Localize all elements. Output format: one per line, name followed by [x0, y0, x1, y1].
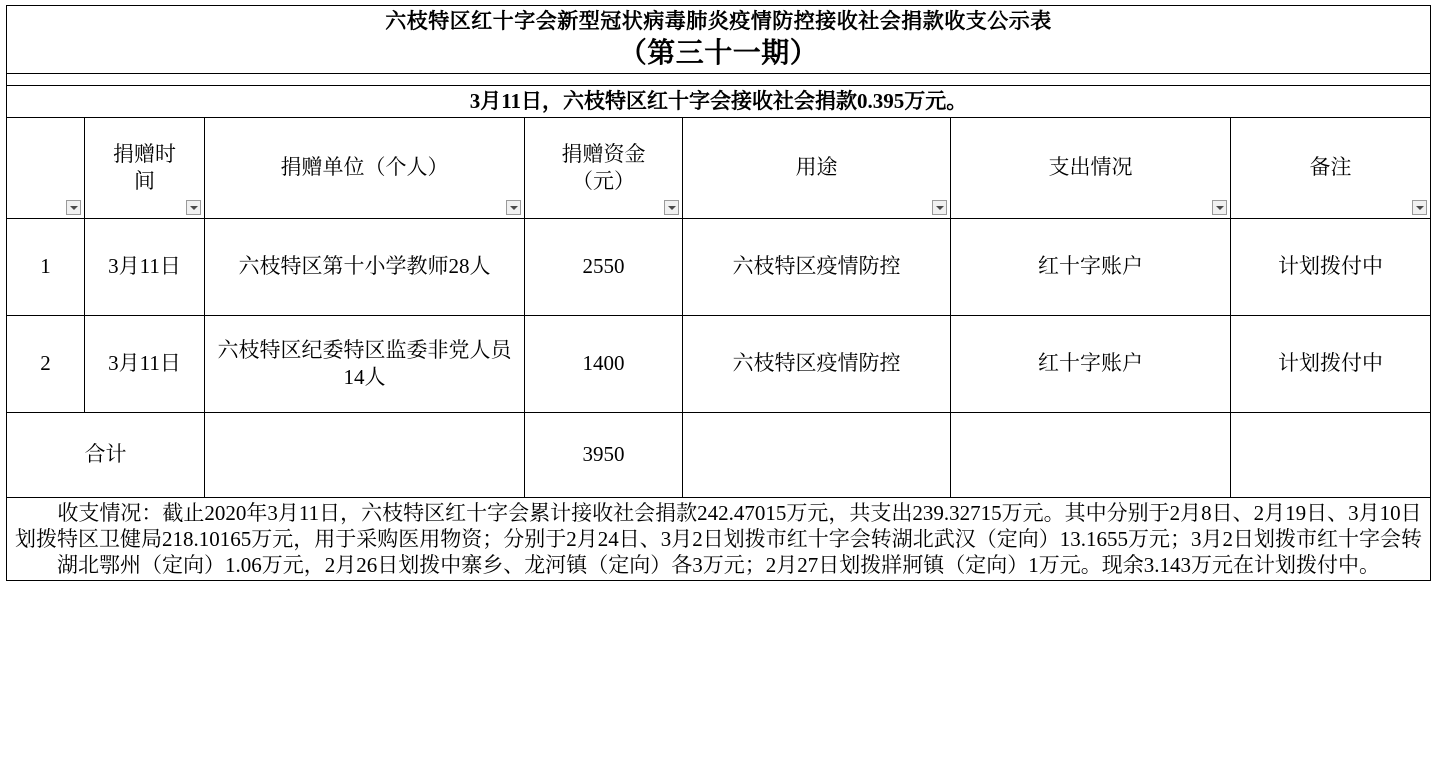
cell-donor: 六枝特区第十小学教师28人 [205, 218, 525, 315]
footer-note-row [7, 497, 1431, 581]
header-amount: 捐赠资金 （元） [525, 117, 683, 218]
table-header-row [7, 117, 1431, 218]
cell-date: 3月11日 [85, 315, 205, 412]
cell-remark: 计划拨付中 [1231, 315, 1431, 412]
total-row [7, 412, 1431, 497]
spacer-cell [7, 74, 1431, 86]
cell-index: 1 [7, 218, 85, 315]
table-row [7, 218, 1431, 315]
total-usage [683, 412, 951, 497]
filter-dropdown-icon[interactable] [1412, 200, 1427, 215]
cell-index: 2 [7, 315, 85, 412]
document-subtitle: 3月11日，六枝特区红十字会接收社会捐款0.395万元。 [7, 86, 1431, 117]
cell-usage: 六枝特区疫情防控 [683, 315, 951, 412]
cell-expenditure: 红十字账户 [951, 315, 1231, 412]
title-line-1: 六枝特区红十字会新型冠状病毒肺炎疫情防控接收社会捐款收支公示表 [385, 9, 1052, 33]
publication-table [6, 5, 1431, 581]
footer-note: 收支情况：截止2020年3月11日，六枝特区红十字会累计接收社会捐款242.47015万元，共支出239.32715万元。其中分别于2月8日、2月19日、3月10日划拨特区卫健局218.10165万元，用于采购医用物资；分别于2月24日、3月2日划拨市红十字会转湖北武汉（定向）13.1655万元；3月2日划拨市红十字会转湖北鄂州（定向）1.06万元，2月26日划拨中寨乡、龙河镇（定向）各3万元；2月27日划拨牂牁镇（定向）1万元。现余3.143万元在计划拨付中。 [7, 497, 1431, 581]
cell-usage: 六枝特区疫情防控 [683, 218, 951, 315]
spreadsheet-document [0, 5, 1437, 781]
spacer-row [7, 74, 1431, 86]
subtitle-row [7, 86, 1431, 117]
filter-dropdown-icon[interactable] [506, 200, 521, 215]
total-label: 合计 [7, 412, 205, 497]
filter-dropdown-icon[interactable] [664, 200, 679, 215]
header-donor: 捐赠单位（个人） [205, 117, 525, 218]
cell-remark: 计划拨付中 [1231, 218, 1431, 315]
cell-amount: 1400 [525, 315, 683, 412]
total-expenditure [951, 412, 1231, 497]
cell-expenditure: 红十字账户 [951, 218, 1231, 315]
cell-date: 3月11日 [85, 218, 205, 315]
cell-donor: 六枝特区纪委特区监委非党人员14人 [205, 315, 525, 412]
title-row [7, 6, 1431, 74]
header-donation-date: 捐赠时 间 [85, 117, 205, 218]
filter-dropdown-icon[interactable] [186, 200, 201, 215]
filter-dropdown-icon[interactable] [1212, 200, 1227, 215]
total-donor [205, 412, 525, 497]
header-expenditure: 支出情况 [951, 117, 1231, 218]
cell-amount: 2550 [525, 218, 683, 315]
filter-dropdown-icon[interactable] [66, 200, 81, 215]
header-usage: 用途 [683, 117, 951, 218]
document-title [7, 6, 1431, 74]
filter-dropdown-icon[interactable] [932, 200, 947, 215]
total-amount: 3950 [525, 412, 683, 497]
header-remark: 备注 [1231, 117, 1431, 218]
table-row [7, 315, 1431, 412]
title-line-2: （第三十一期） [618, 38, 819, 70]
header-index [7, 117, 85, 218]
total-remark [1231, 412, 1431, 497]
